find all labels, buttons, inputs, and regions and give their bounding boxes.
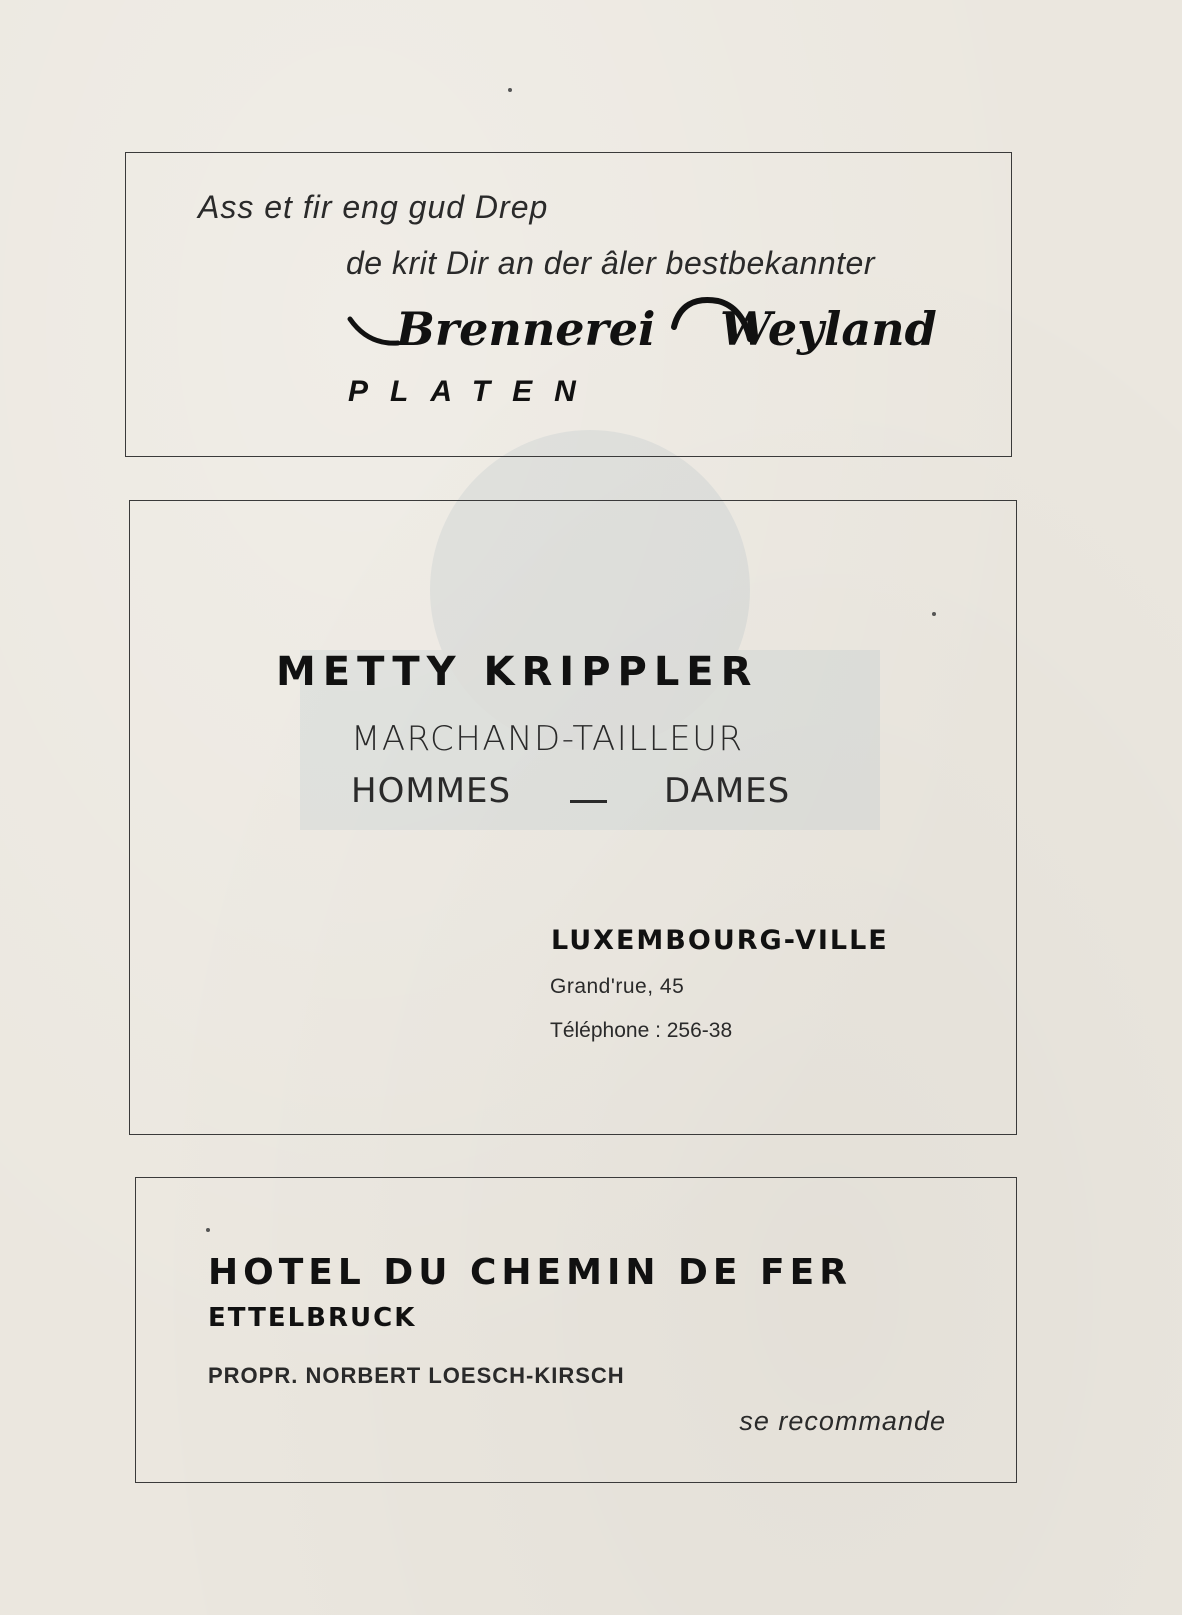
ad1-place-name: PLATEN [348,375,598,408]
ad1-tagline-line1: Ass et fir eng gud Drep [198,189,549,225]
ad3-city: ETTELBRUCK [208,1303,417,1333]
ad2-address: Grand'rue, 45 [550,975,685,998]
paper-speck [508,88,512,92]
brennerei-weyland-logotype [346,293,986,363]
ad2-hommes: HOMMES [351,771,512,811]
ad-metty-krippler [129,500,1017,1135]
ad-brennerei-weyland [125,152,1012,457]
ad2-city: LUXEMBOURG-VILLE [551,925,889,956]
ad2-business-name: METTY KRIPPLER [276,649,759,695]
ad2-dash-divider [570,800,607,803]
ad1-tagline-line2: de krit Dir an der âler bestbekannter [346,245,875,281]
ad2-dames: DAMES [664,771,791,811]
svg-text:Brennerei: Brennerei [396,302,656,356]
ad2-trade: MARCHAND-TAILLEUR [351,719,744,759]
ad-hotel-du-chemin-de-fer [135,1177,1017,1483]
ad3-proprietor: PROPR. NORBERT LOESCH-KIRSCH [208,1363,625,1388]
ad3-recommend: se recommande [739,1406,946,1436]
ad3-hotel-name: HOTEL DU CHEMIN DE FER [208,1252,852,1293]
svg-text:Weyland: Weyland [720,302,937,356]
ad2-telephone: Téléphone : 256-38 [550,1019,733,1042]
